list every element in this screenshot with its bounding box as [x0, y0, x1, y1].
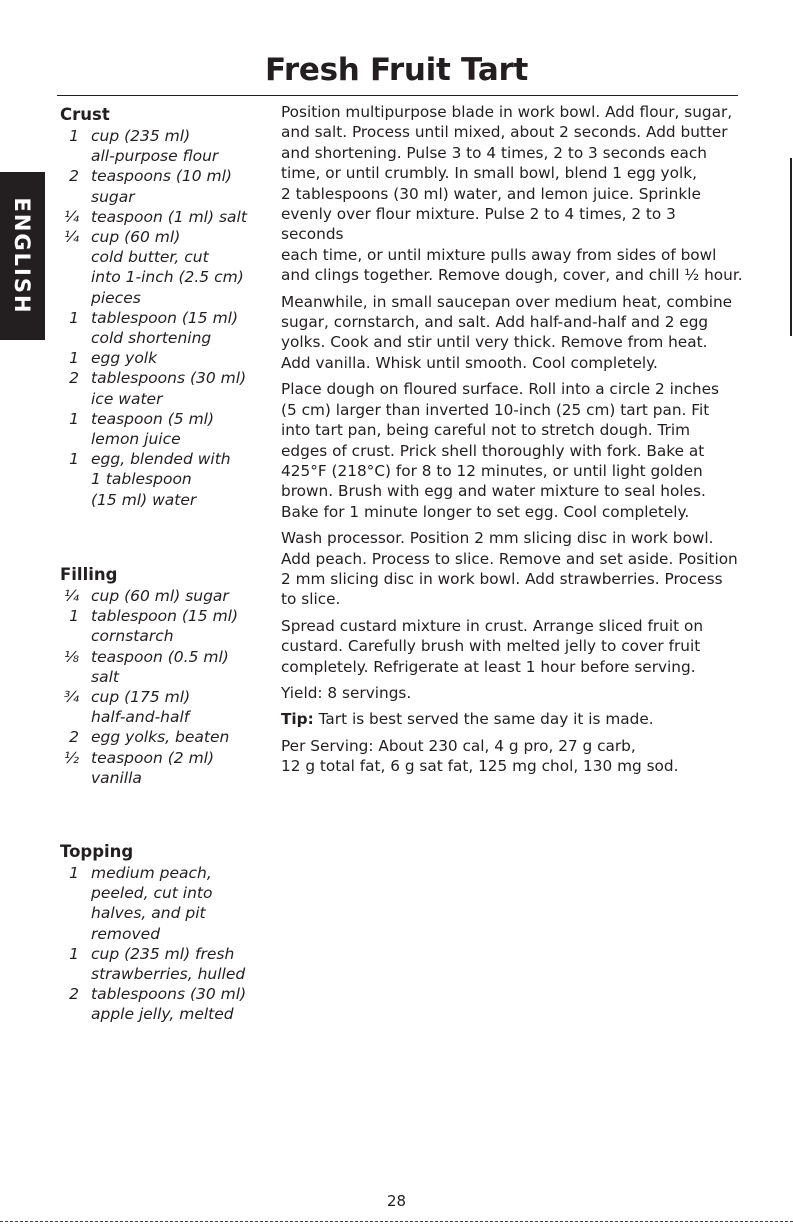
- ingredient-quantity: ¾: [63, 688, 79, 707]
- ingredient-item: [60, 308, 270, 348]
- ingredient-description: teaspoon (2 ml) vanilla: [91, 748, 215, 787]
- crust-heading: Crust: [60, 105, 110, 124]
- ingredient-description: tablespoon (15 ml) cold shortening: [91, 308, 239, 348]
- ingredient-description: cup (60 ml) cold butter, cut into 1-inch (2.5 cm) pieces: [91, 228, 244, 307]
- instruction-paragraph: Spread custard mixture in crust. Arrange sliced fruit on custard. Carefully brush with melted jelly to cover fruit completely. Refrigerate at least 1 hour before serving.: [281, 616, 704, 676]
- ingredient-quantity: ⅛: [63, 647, 79, 666]
- page-title: Fresh Fruit Tart: [265, 52, 528, 88]
- ingredient-item: [60, 606, 270, 646]
- topping-ingredient-list: [60, 863, 270, 1025]
- ingredient-item: [60, 748, 270, 788]
- ingredient-item: [60, 348, 270, 368]
- crust-section: [60, 105, 270, 510]
- ingredient-item: [60, 863, 270, 944]
- ingredient-quantity: ¼: [63, 587, 79, 605]
- tip-paragraph: [281, 709, 743, 729]
- bottom-rule: [0, 1221, 793, 1222]
- ingredient-quantity: 1: [69, 607, 79, 626]
- ingredient-description: egg, blended with 1 tablespoon (15 ml) water: [91, 450, 231, 509]
- ingredient-item: [60, 944, 270, 984]
- ingredient-quantity: 2: [69, 369, 79, 388]
- ingredient-quantity: 1: [69, 944, 79, 963]
- ingredient-description: tablespoons (30 ml) ice water: [91, 369, 247, 408]
- instruction-paragraph: Wash processor. Position 2 mm slicing disc in work bowl. Add peach. Process to slice. Remove and set aside. Position 2 mm slicing disc in work bowl. Add strawberries. Process to slice.: [281, 529, 738, 609]
- ingredient-quantity: 2: [69, 167, 79, 186]
- topping-heading: Topping: [60, 842, 134, 861]
- ingredient-quantity: ¼: [63, 228, 79, 247]
- ingredient-description: medium peach, peeled, cut into halves, and pit removed: [91, 864, 213, 943]
- ingredient-description: tablespoon (15 ml) cornstarch: [91, 607, 239, 646]
- ingredient-item: [60, 984, 270, 1024]
- filling-section: [60, 565, 270, 788]
- title-rule: [57, 95, 738, 96]
- ingredient-item: [60, 207, 270, 227]
- instruction-paragraph: Meanwhile, in small saucepan over medium heat, combine sugar, cornstarch, and salt. Add half-and-half and 2 egg yolks. Cook and stir until very thick. Remove from heat. Add vanilla. Whisk until smooth. Cool completely.: [281, 292, 733, 372]
- ingredient-item: [60, 126, 270, 166]
- margin-line: [790, 158, 792, 336]
- ingredient-quantity: 1: [69, 864, 79, 882]
- ingredient-item: [60, 166, 270, 206]
- language-tab-label: ENGLISH: [10, 197, 34, 315]
- ingredient-quantity: 2: [69, 985, 79, 1004]
- ingredient-item: [60, 647, 270, 687]
- nutrition-info: Per Serving: About 230 cal, 4 g pro, 27 g carb, 12 g total fat, 6 g sat fat, 125 mg chol, 130 mg sod.: [281, 736, 679, 776]
- ingredient-quantity: 1: [69, 450, 79, 469]
- ingredient-description: cup (235 ml) fresh strawberries, hulled: [91, 944, 246, 984]
- ingredient-description: egg yolk: [91, 349, 158, 368]
- ingredient-quantity: ¼: [63, 207, 79, 226]
- tip-text: Tart is best served the same day it is made.: [313, 710, 654, 729]
- ingredient-description: egg yolks, beaten: [91, 728, 230, 747]
- instruction-paragraph: Position multipurpose blade in work bowl. Add flour, sugar, and salt. Process until mixed, about 2 seconds. Add butter and shortening. Pulse 3 to 4 times, 2 to 3 seconds each time, or until crumbly. In small bowl, blend 1 egg yolk, 2 tablespoons (30 ml) water, and lemon juice. Sprinkle evenly over flour mixture. Pulse 2 to 4 times, 2 to 3 seconds each time, or until mixture pulls away from sides of bowl and clings together. Remove dough, cover, and chill ½ hour.: [281, 103, 743, 285]
- topping-section: [60, 842, 270, 1025]
- instruction-paragraph: Place dough on floured surface. Roll into a circle 2 inches (5 cm) larger than inverted 10-inch (25 cm) tart pan. Fit into tart pan, being careful not to stretch dough. Trim edges of crust. Prick shell thoroughly with fork. Bake at 425°F (218°C) for 8 to 12 minutes, or until light golden brown. Brush with egg and water mixture to seal holes. Bake for 1 minute longer to set egg. Cool completely.: [281, 380, 719, 521]
- crust-ingredient-list: [60, 126, 270, 510]
- ingredient-item: [60, 449, 270, 510]
- ingredient-quantity: 2: [69, 728, 79, 747]
- ingredient-item: [60, 727, 270, 747]
- ingredient-quantity: 1: [69, 409, 79, 428]
- ingredient-item: [60, 227, 270, 308]
- yield-text: Yield: 8 servings.: [281, 683, 412, 702]
- ingredient-item: [60, 687, 270, 727]
- ingredient-item: [60, 409, 270, 449]
- instructions: [281, 102, 743, 783]
- ingredient-description: teaspoon (1 ml) salt: [91, 207, 247, 226]
- ingredient-quantity: ½: [63, 748, 79, 767]
- ingredient-description: cup (60 ml) sugar: [91, 587, 229, 605]
- page-number: 28: [386, 1192, 407, 1210]
- ingredient-quantity: 1: [69, 349, 79, 368]
- ingredient-description: teaspoon (5 ml) lemon juice: [91, 409, 215, 449]
- ingredient-description: cup (175 ml) half-and-half: [91, 688, 191, 727]
- ingredient-item: [60, 368, 270, 408]
- ingredient-description: cup (235 ml) all-purpose flour: [91, 127, 219, 166]
- filling-heading: Filling: [60, 565, 118, 584]
- ingredient-quantity: 1: [69, 127, 79, 145]
- filling-ingredient-list: [60, 586, 270, 788]
- ingredient-item: [60, 586, 270, 606]
- ingredient-description: teaspoons (10 ml) sugar: [91, 167, 232, 206]
- ingredient-description: tablespoons (30 ml) apple jelly, melted: [91, 985, 247, 1024]
- ingredient-description: teaspoon (0.5 ml) salt: [91, 647, 229, 686]
- ingredient-quantity: 1: [69, 308, 79, 327]
- tip-label: Tip:: [281, 710, 314, 729]
